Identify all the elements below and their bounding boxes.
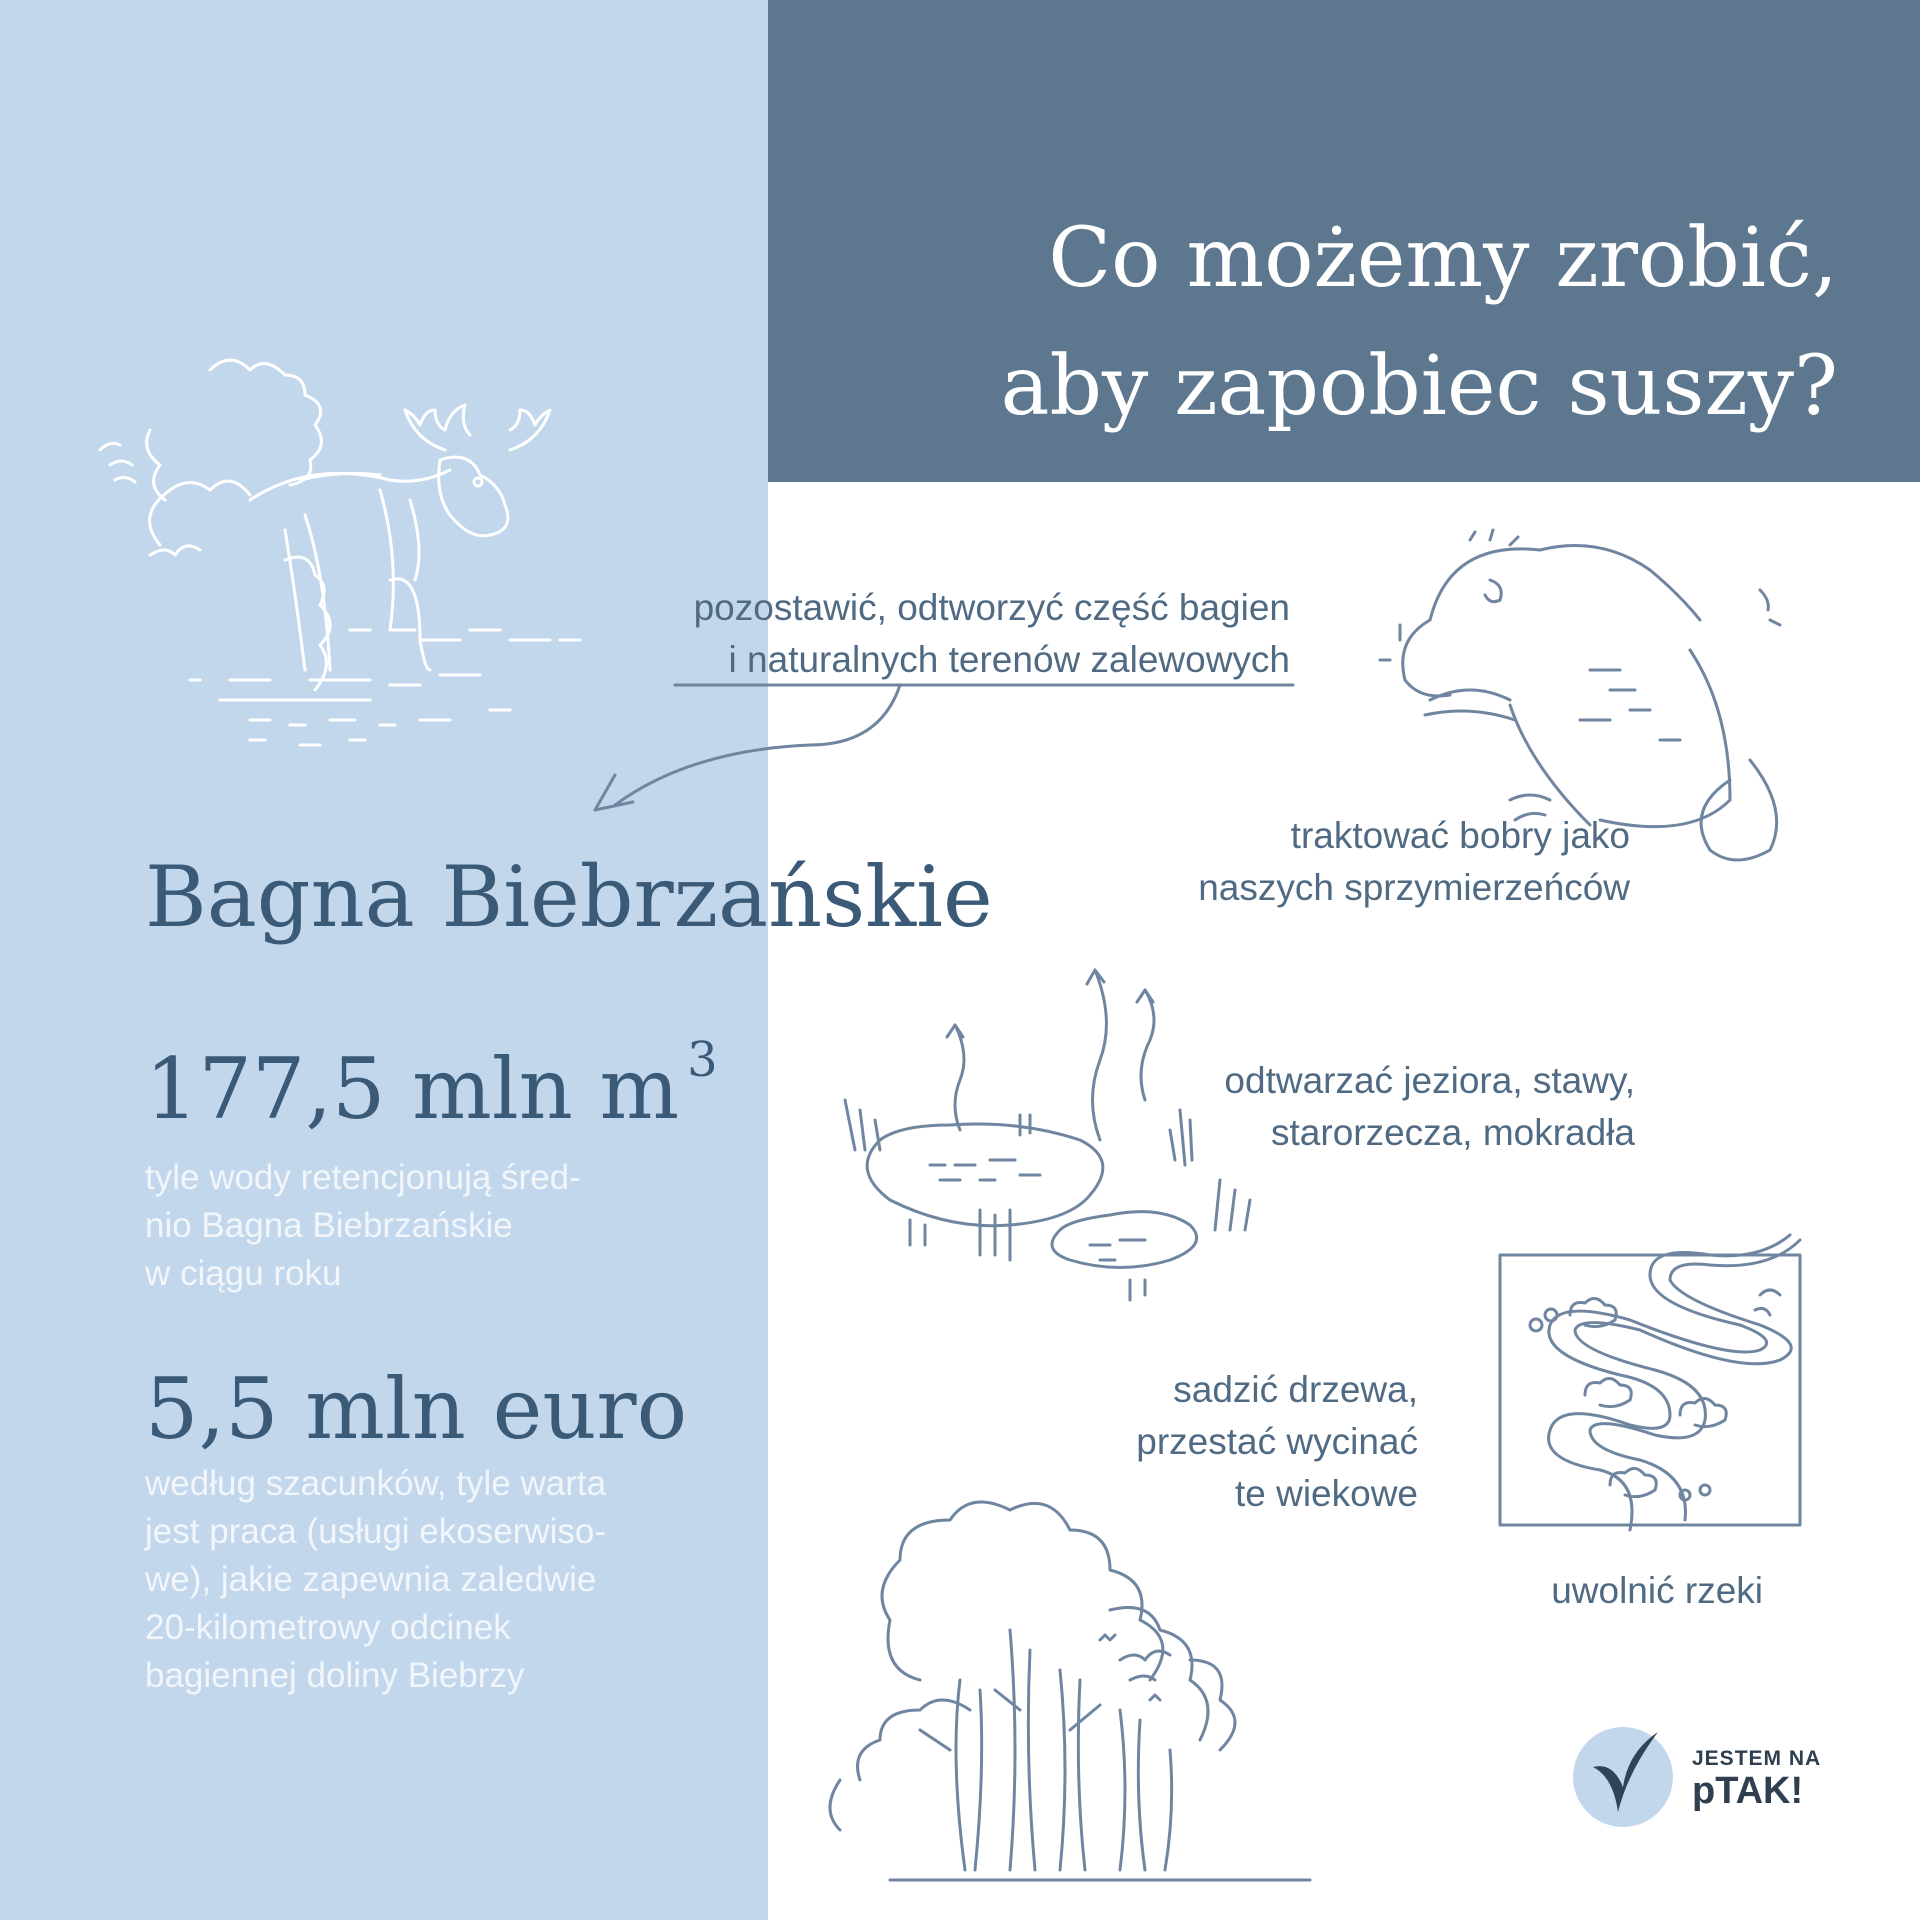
stat-euro-desc xyxy=(145,1460,606,1700)
stat-euro-desc-line5: bagiennej doliny Biebrzy xyxy=(145,1656,525,1695)
stat-water-desc xyxy=(145,1154,581,1298)
curved-arrow-icon xyxy=(580,670,1300,830)
stat-euro-desc-line4: 20-kilometrowy odcinek xyxy=(145,1608,511,1647)
stat-water-desc-line2: nio Bagna Biebrzańskie xyxy=(145,1206,513,1245)
title-line-1: Co możemy zrobić, xyxy=(1048,211,1838,306)
page-title xyxy=(768,195,1838,451)
action-lakes-line1: odtwarzać jeziora, stawy, xyxy=(1224,1060,1635,1101)
stat-euro-desc-line1: według szacunków, tyle warta xyxy=(145,1464,607,1503)
stat-value-euro: 5,5 mln euro xyxy=(145,1360,688,1458)
stat-water-desc-line3: w ciągu roku xyxy=(145,1254,342,1293)
marshes-title: Bagna Biebrzańskie xyxy=(145,848,993,946)
action-wetlands-line2: i naturalnych terenów zalewowych xyxy=(728,639,1290,680)
logo-text xyxy=(1692,1747,1821,1811)
stat-euro-desc-line2: jest praca (usługi ekoserwiso- xyxy=(145,1512,607,1551)
title-line-2: aby zapobiec suszy? xyxy=(1000,339,1838,434)
action-wetlands-line1: pozostawić, odtworzyć część bagien xyxy=(693,587,1290,628)
stat-euro-desc-line3: we), jakie zapewnia zaledwie xyxy=(145,1560,597,1599)
logo-line1: JESTEM NA xyxy=(1692,1747,1822,1770)
action-beavers-line1: traktować bobry jako xyxy=(1290,815,1630,856)
action-trees-line1: sadzić drzewa, xyxy=(1173,1369,1418,1410)
action-beavers-line2: naszych sprzymierzeńców xyxy=(1198,867,1630,908)
action-trees-line2: przestać wycinać xyxy=(1136,1421,1418,1462)
trees-icon xyxy=(830,1450,1330,1890)
ponds-icon xyxy=(830,980,1290,1310)
action-lakes-text xyxy=(1224,1055,1635,1159)
stat-water-value xyxy=(145,1032,718,1138)
stat-water-unit-exponent: 3 xyxy=(687,1032,718,1088)
stat-water-desc-line1: tyle wody retencjonują śred- xyxy=(145,1158,581,1197)
action-trees-line3: te wiekowe xyxy=(1234,1473,1418,1514)
action-rivers-text: uwolnić rzeki xyxy=(1551,1570,1763,1611)
action-lakes-line2: starorzecza, mokradła xyxy=(1271,1112,1635,1153)
stat-water-number: 177,5 mln m xyxy=(145,1040,680,1138)
logo-line2: pTAK! xyxy=(1692,1770,1804,1812)
river-map-icon xyxy=(1480,1235,1820,1535)
bird-logo-icon xyxy=(1568,1722,1678,1832)
action-beavers-text xyxy=(1198,810,1630,914)
moose-icon xyxy=(90,340,650,760)
